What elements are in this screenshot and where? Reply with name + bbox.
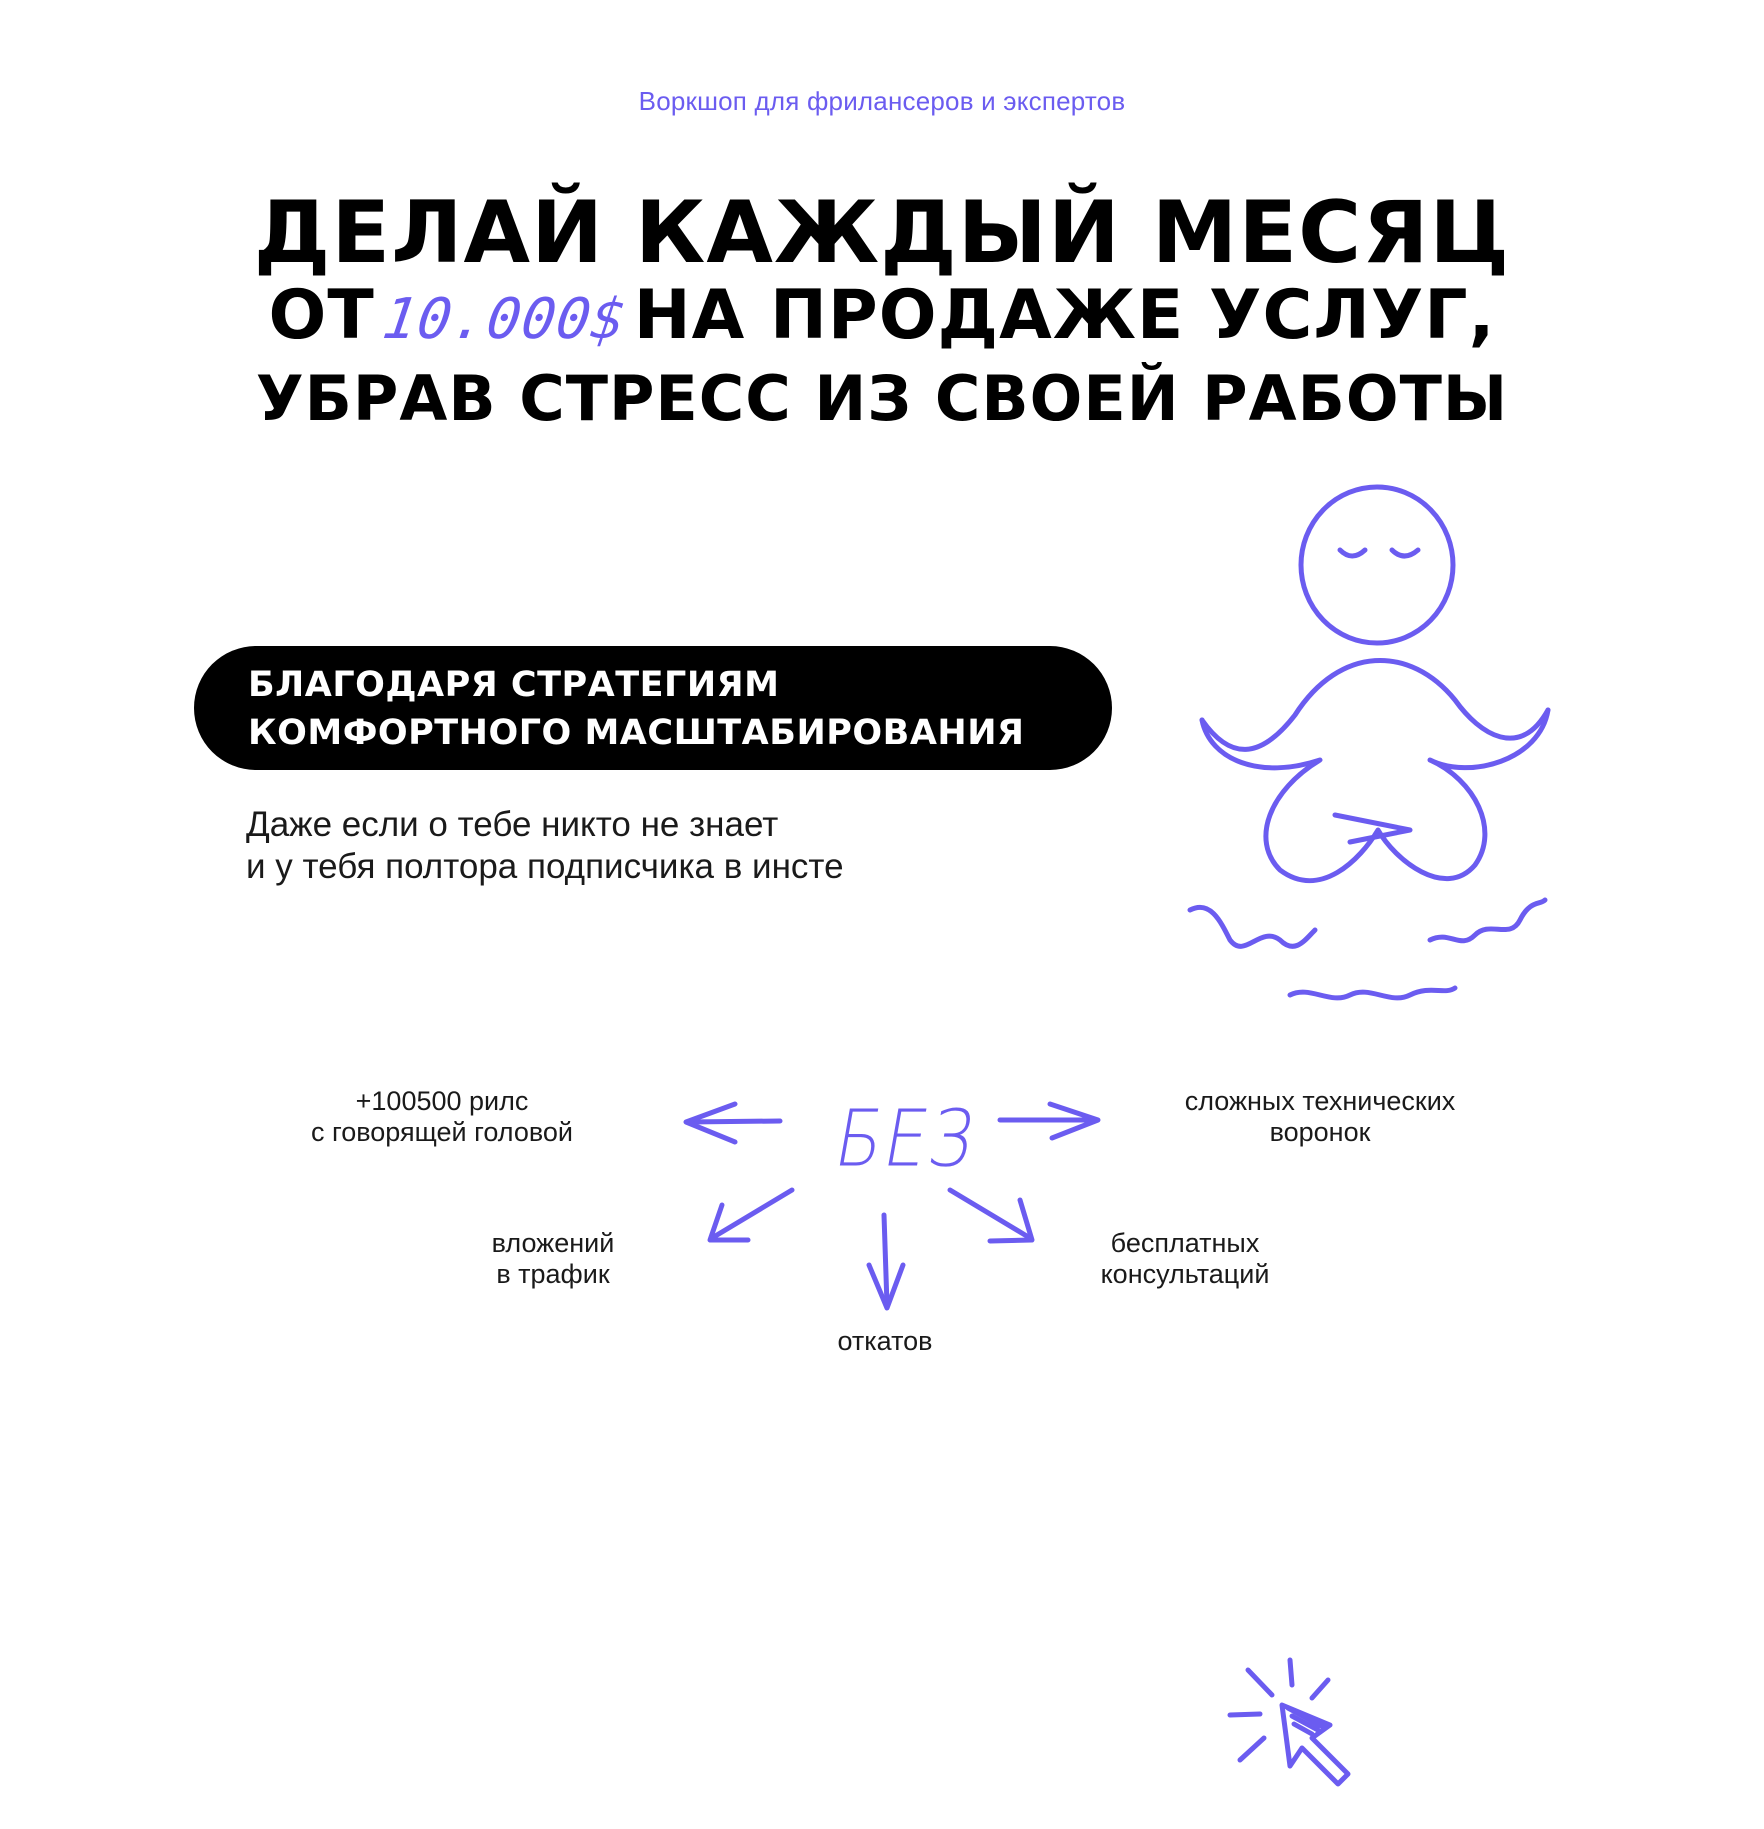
headline-amount: 10.000$ <box>378 287 631 352</box>
without-item-rollbacks <box>790 1326 980 1357</box>
without-item-line: сложных технических <box>1184 1086 1456 1116</box>
headline-suffix: НА ПРОДАЖЕ УСЛУГ, <box>633 276 1496 355</box>
cursor-click-icon[interactable] <box>1220 1650 1380 1810</box>
headline-prefix: ОТ <box>268 276 375 355</box>
pill-line-2: КОМФОРТНОГО МАСШТАБИРОВАНИЯ <box>248 713 1025 753</box>
pill-line-1: БЛАГОДАРЯ СТРАТЕГИЯМ <box>248 665 780 705</box>
without-item-line: бесплатных <box>1110 1228 1260 1258</box>
without-item-line: консультаций <box>1100 1259 1270 1289</box>
headline-line-1: ДЕЛАЙ КАЖДЫЙ МЕСЯЦ <box>253 183 1511 283</box>
without-item-traffic <box>448 1228 658 1290</box>
without-item-funnels <box>1160 1086 1480 1148</box>
without-item-line: вложений <box>491 1228 615 1258</box>
without-item-line: +100500 рилс <box>355 1086 529 1116</box>
without-center-label: БЕЗ <box>827 1094 983 1185</box>
without-item-line: воронок <box>1269 1117 1371 1147</box>
eyebrow-text: Воркшоп для фрилансеров и экспертов <box>638 86 1126 116</box>
without-item-consultations <box>1075 1228 1295 1290</box>
without-item-line: откатов <box>837 1326 933 1356</box>
without-item-reels <box>282 1086 602 1148</box>
without-item-line: в трафик <box>496 1259 610 1289</box>
headline-line-3: УБРАВ СТРЕСС ИЗ СВОЕЙ РАБОТЫ <box>255 362 1509 435</box>
without-item-line: с говорящей головой <box>310 1117 574 1147</box>
subtext-line-1: Даже если о тебе никто не знает <box>246 805 779 844</box>
subtext-line-2: и у тебя полтора подписчика в инсте <box>246 847 844 886</box>
